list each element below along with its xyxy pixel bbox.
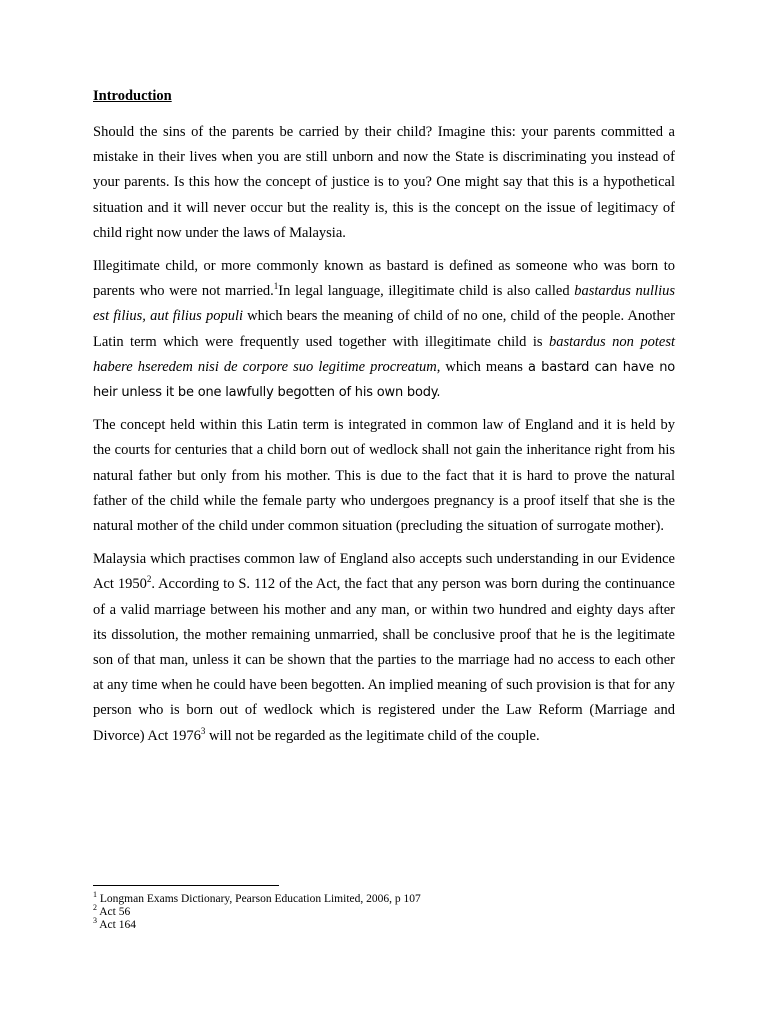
p2-part-c: which bears the meaning of child of no one, child of the people. Another Latin term which were frequently used together with illegitimate child is: [93, 308, 675, 350]
footnote-text: Act 164: [97, 919, 136, 931]
footnote-number: 2: [93, 903, 97, 913]
footnote-ref-3: 3: [200, 725, 206, 736]
paragraph-1: [93, 120, 675, 246]
paragraph-1-text: Should the sins of the parents be carried by their child? Imagine this: your parents committed a mistake in their lives when you are still unborn and now the State is discriminating you instead of your parents. Is this how the concept of justice is to you? One might say that this is a hypothetical situation and it will never occur but the reality is, this is the concept on the issue of legitimacy of child right now under the laws of Malaysia.: [93, 124, 675, 241]
paragraph-4: [93, 547, 675, 749]
paragraph-3-text: The concept held within this Latin term is integrated in common law of England and it is held by the courts for centuries that a child born out of wedlock shall not gain the inheritance right from his natural father but only from his mother. This is due to the fact that it is hard to prove the natural father of the child while the female party who undergoes pregnancy is a proof itself that she is the natural mother of the child under common situation (precluding the situation of surrogate mother).: [93, 417, 675, 535]
footnote-2: [93, 903, 675, 919]
footnote-number: 1: [93, 890, 97, 900]
footnote-ref-1: 1: [273, 281, 279, 292]
p2-part-e: a bastard can have no heir unless it be one lawfully begotten of his own body.: [93, 359, 675, 401]
p4-part-a: Malaysia which practises common law of England also accepts such understanding in our Evidence Act 1950: [93, 551, 675, 593]
document-body: [93, 86, 675, 757]
paragraph-2: [93, 254, 675, 405]
section-heading: Introduction: [93, 88, 172, 104]
footnote-3: [93, 916, 675, 932]
footnotes: [93, 890, 675, 932]
latin-term-2: bastardus non potest habere hseredem nisi de corpore suo legitime procreatum: [93, 333, 675, 375]
paragraph-3: [93, 413, 675, 539]
p2-part-d: , which means: [436, 358, 529, 375]
footnote-1: [93, 890, 675, 906]
footnote-separator: [93, 885, 279, 886]
p2-part-b: In legal language, illegitimate child is also called: [278, 283, 575, 300]
latin-term-1: bastardus nullius est filius, aut filius populi: [93, 283, 675, 325]
p2-part-a: Illegitimate child, or more commonly known as bastard is defined as someone who was born to parents who were not married.: [93, 258, 675, 300]
footnote-text: Longman Exams Dictionary, Pearson Education Limited, 2006, p 107: [97, 893, 421, 905]
p4-part-b: . According to S. 112 of the Act, the fact that any person was born during the continuance of a valid marriage between his mother and any man, or within two hundred and eighty days after its dissolution, the mother remaining unmarried, shall be conclusive proof that he is the legitimate son of that man, unless it can be shown that the parties to the marriage had no access to each other at any time when he could have been begotten. An implied meaning of such provision is that for any person who is born out of wedlock which is registered under the Law Reform (Marriage and Divorce) Act 1976: [93, 576, 675, 744]
p4-part-c: will not be regarded as the legitimate child of the couple.: [205, 727, 540, 744]
footnote-ref-2: 2: [146, 574, 152, 585]
footnote-text: Act 56: [97, 906, 131, 918]
footnote-number: 3: [93, 916, 97, 926]
